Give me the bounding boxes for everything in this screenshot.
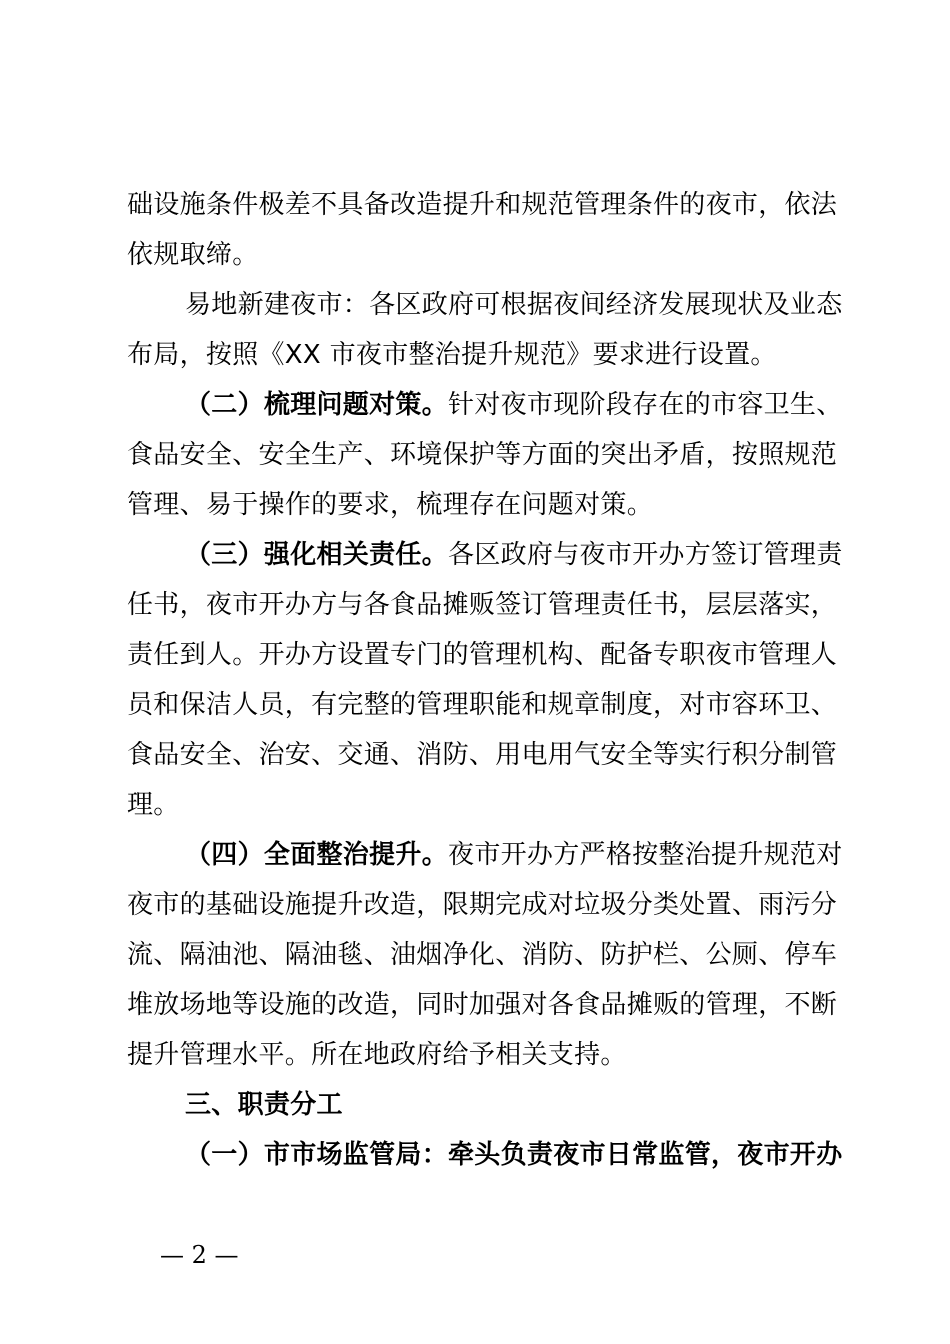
paragraph-4-line-3: 责任到人。开办方设置专门的管理机构、配备专职夜市管理人: [127, 640, 838, 670]
paragraph-4-line-2: 任书，夜市开办方与各食品摊贩签订管理责任书，层层落实，: [127, 590, 838, 620]
paragraph-4-line-4: 员和保洁人员，有完整的管理职能和规章制度，对市容环卫、: [127, 690, 838, 720]
section-3-title: 三、职责分工: [185, 1090, 343, 1120]
paragraph-4-line-6: 理。: [127, 790, 180, 820]
paragraph-5-line-2: 夜市的基础设施提升改造，限期完成对垃圾分类处置、雨污分: [127, 890, 838, 920]
paragraph-3-line-1-text: 针对夜市现阶段存在的市容卫生、: [448, 390, 843, 420]
paragraph-2-line-1: 易地新建夜市：各区政府可根据夜间经济发展现状及业态: [185, 290, 843, 320]
page-number: — 2 —: [160, 1241, 239, 1269]
paragraph-5-line-5: 提升管理水平。所在地政府给予相关支持。: [127, 1040, 627, 1070]
paragraph-5-line-1: [185, 840, 843, 870]
paragraph-5-line-4: 堆放场地等设施的改造，同时加强对各食品摊贩的管理，不断: [127, 990, 838, 1020]
paragraph-5-line-3: 流、隔油池、隔油毯、油烟净化、消防、防护栏、公厕、停车: [127, 940, 838, 970]
paragraph-4-heading: （三）强化相关责任。: [185, 540, 449, 570]
paragraph-4-line-1-text: 各区政府与夜市开办方签订管理责: [448, 540, 843, 570]
paragraph-4-line-5: 食品安全、治安、交通、消防、用电用气安全等实行积分制管: [127, 740, 838, 770]
paragraph-1-line-1: 础设施条件极差不具备改造提升和规范管理条件的夜市，依法: [127, 190, 838, 220]
paragraph-5-line-1-text: 夜市开办方严格按整治提升规范对: [448, 840, 843, 870]
paragraph-2-line-2: 布局，按照《XX 市夜市整治提升规范》要求进行设置。: [127, 340, 777, 370]
paragraph-1-line-2: 依规取缔。: [127, 240, 259, 270]
paragraph-3-line-3: 管理、易于操作的要求，梳理存在问题对策。: [127, 490, 654, 520]
paragraph-4-line-1: [185, 540, 843, 570]
section-3-subheading-1: （一）市市场监管局：牵头负责夜市日常监管，夜市开办: [185, 1140, 843, 1170]
paragraph-5-heading: （四）全面整治提升。: [185, 840, 449, 870]
paragraph-3-line-1: [185, 390, 843, 420]
paragraph-3-line-2: 食品安全、安全生产、环境保护等方面的突出矛盾，按照规范: [127, 440, 838, 470]
paragraph-3-heading: （二）梳理问题对策。: [185, 390, 449, 420]
